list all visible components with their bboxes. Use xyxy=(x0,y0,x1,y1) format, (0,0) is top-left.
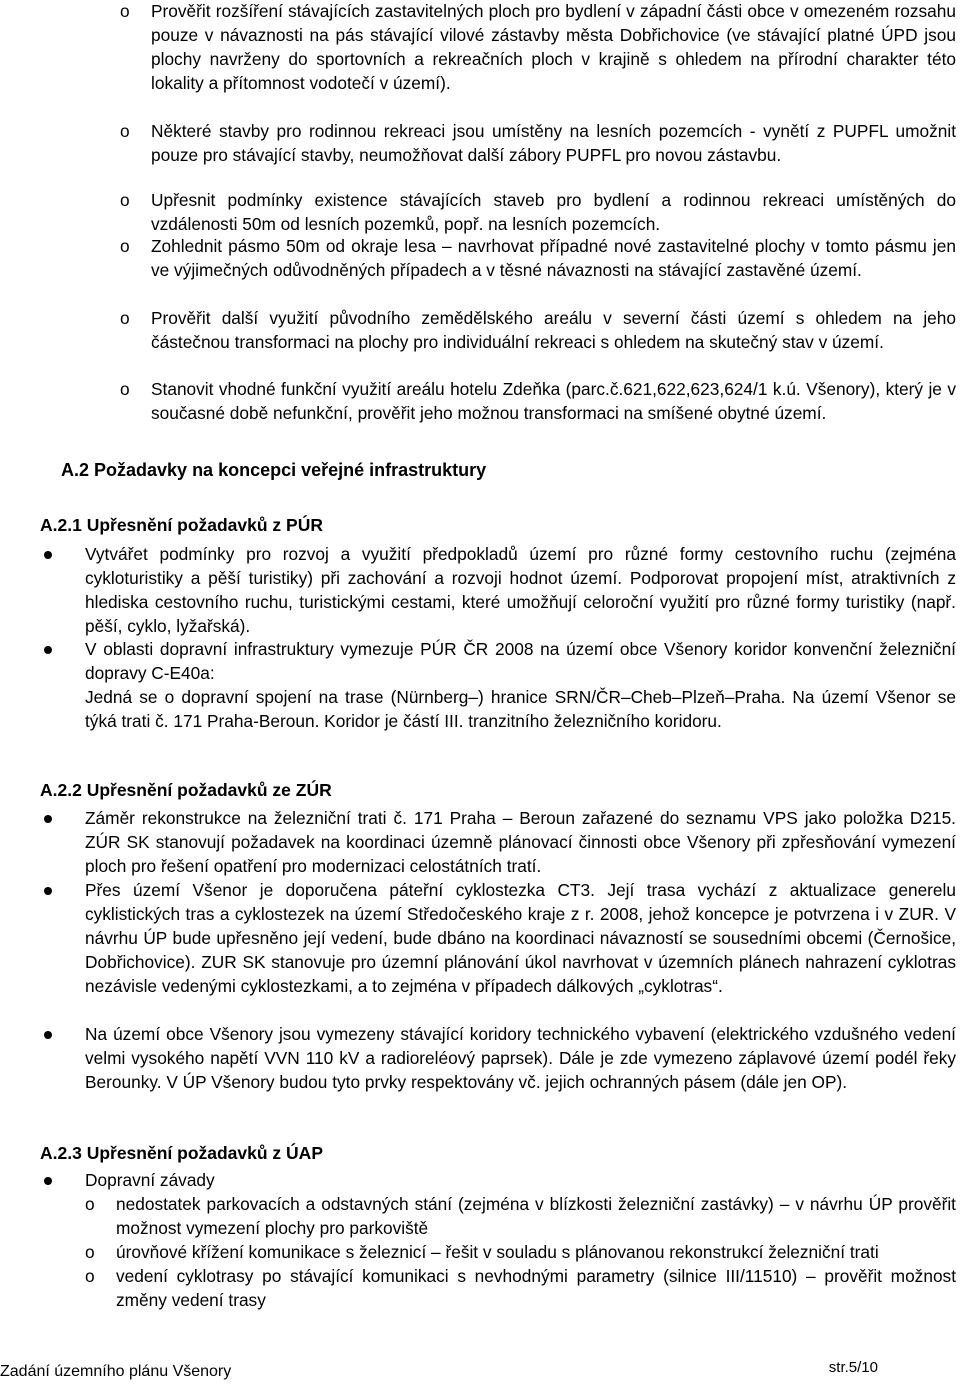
footer-title: Zadání územního plánu Všenory xyxy=(0,1363,232,1380)
page-number: str.5/10 xyxy=(828,1359,878,1376)
list-item xyxy=(40,1022,956,1094)
bullet-dot-icon xyxy=(44,815,52,823)
list-item xyxy=(120,306,956,354)
subsection-heading-a22: A.2.2 Upřesnění požadavků ze ZÚR xyxy=(40,780,332,800)
list-item-text: Záměr rekonstrukce na železniční trati č. 171 Praha – Beroun zařazené do seznamu VPS jako položka D215. ZÚR SK stanovují požadavek na koordinaci územně plánovací činnosti obce Všenory při zpřesňování vymezení ploch pro řešení opatření pro modernizaci celostátních tratí. xyxy=(85,808,956,876)
bullet-marker: o xyxy=(120,379,130,399)
sub-list-item xyxy=(85,1192,956,1240)
sub-list-item xyxy=(85,1240,956,1264)
list-item-text: Na území obce Všenory jsou vymezeny stávající koridory technického vybavení (elektrického vzdušného vedení velmi vysokého napětí VVN 110 kV a radioreléový paprsek). Dále je zde vymezeno záplavové území podél řeky Berounky. V ÚP Všenory budou tyto prvky respektovány vč. jejich ochranných pásem (dále jen OP). xyxy=(85,1024,956,1092)
list-item xyxy=(40,1168,956,1312)
subsection-heading-a23: A.2.3 Upřesnění požadavků z ÚAP xyxy=(40,1143,323,1163)
bullet-marker: o xyxy=(120,236,130,256)
list-item-text: Přes území Všenor je doporučena páteřní cyklostezka CT3. Její trasa vychází z aktualizace generelu cyklistických tras a cyklostezek na území Středočeského kraje z r. 2008, jehož koncepce je potvrzena i v ZUR. V návrhu ÚP bude upřesněno její vedení, bude dbáno na koordinaci návazností se sousedními obcemi (Černošice, Dobřichovice). ZUR SK stanovuje pro územní plánování úkol navrhovat v územních plánech nahrazení cyklotras nezávisle vedenými cyklostezkami, a to zejména v případech dálkových „cyklotras“. xyxy=(85,880,956,996)
list-item-text: Vytvářet podmínky pro rozvoj a využití předpokladů území pro různé formy cestovního ruchu (zejména cykloturistiky a pěší turistiky) při zachování a rozvoji hodnot území. Podporovat propojení míst, atraktivních z hlediska cestovního ruchu, turistickými cestami, které umožňují celoroční využití pro různé formy turistiky (např. pěší, cyklo, lyžařská). xyxy=(85,544,956,636)
sub-list-item-text: úrovňové křížení komunikace s železnicí – řešit v souladu s plánovanou rekonstrukcí železniční trati xyxy=(116,1242,879,1262)
sub-list-item-text: nedostatek parkovacích a odstavných stání (zejména v blízkosti železniční zastávky) – v návrhu ÚP prověřit možnost vymezení plochy pro parkoviště xyxy=(116,1194,956,1238)
subsection-heading-a21: A.2.1 Upřesnění požadavků z PÚR xyxy=(40,515,323,535)
sub-list-item xyxy=(85,1264,956,1312)
paragraph-text: Jedná se o dopravní spojení na trase (Nürnberg–) hranice SRN/ČR–Cheb–Plzeň–Praha. Na území Všenor se týká trati č. 171 Praha-Beroun. Koridor je částí III. tranzitního železničního koridoru. xyxy=(85,687,956,731)
bullet-marker: o xyxy=(120,308,130,328)
bullet-marker: o xyxy=(85,1194,95,1214)
list-item-text: Prověřit rozšíření stávajících zastavitelných ploch pro bydlení v západní části obce v omezeném rozsahu pouze v návaznosti na pás stávající vilové zástavby města Dobřichovice (ve stávající platné ÚPD jsou plochy navrženy do sportovních a rekreačních ploch v krajině s ohledem na přírodní charakter této lokality a přítomnost vodotečí v území). xyxy=(151,1,956,93)
list-item xyxy=(120,377,956,425)
list-item xyxy=(40,542,956,638)
bullet-dot-icon xyxy=(44,646,52,654)
list-item xyxy=(40,878,956,998)
paragraph xyxy=(40,685,956,733)
bullet-dot-icon xyxy=(44,551,52,559)
bullet-marker: o xyxy=(85,1266,95,1286)
bullet-marker: o xyxy=(120,190,130,210)
list-item-text: Zohlednit pásmo 50m od okraje lesa – navrhovat případné nové zastavitelné plochy v tomto pásmu jen ve výjimečných odůvodněných případech a v těsné návaznosti na stávající zastavěné území. xyxy=(151,236,956,280)
list-item-text: Upřesnit podmínky existence stávajících staveb pro bydlení a rodinnou rekreaci umístěných do vzdálenosti 50m od lesních pozemků, popř. na lesních pozemcích. xyxy=(151,190,956,234)
sub-list-item-text: vedení cyklotrasy po stávající komunikaci s nevhodnými parametry (silnice III/11510) – prověřit možnost změny vedení trasy xyxy=(116,1266,956,1310)
list-item-text: Prověřit další využití původního zemědělského areálu v severní části území s ohledem na jeho částečnou transformaci na plochy pro individuální rekreaci s ohledem na skutečný stav v území. xyxy=(151,308,956,352)
list-item xyxy=(120,0,956,95)
list-item-text: Dopravní závady xyxy=(85,1170,215,1190)
list-item-text: V oblasti dopravní infrastruktury vymezuje PÚR ČR 2008 na území obce Všenory koridor konvenční železniční dopravy C-E40a: xyxy=(85,639,956,683)
list-item xyxy=(40,806,956,878)
list-item xyxy=(40,637,956,685)
bullet-dot-icon xyxy=(44,1177,52,1185)
bullet-dot-icon xyxy=(44,1031,52,1039)
list-item xyxy=(120,188,956,236)
bullet-marker: o xyxy=(85,1242,95,1262)
list-item-text: Stanovit vhodné funkční využití areálu hotelu Zdeňka (parc.č.621,622,623,624/1 k.ú. Všenory), který je v současné době nefunkční, prověřit jeho možnou transformaci na smíšené obytné území. xyxy=(151,379,956,423)
section-heading-a2: A.2 Požadavky na koncepci veřejné infrastruktury xyxy=(61,460,487,480)
list-item-text: Některé stavby pro rodinnou rekreaci jsou umístěny na lesních pozemcích - vynětí z PUPFL umožnit pouze pro stávající stavby, neumožňovat další zábory PUPFL pro novou zástavbu. xyxy=(151,121,956,165)
list-item xyxy=(120,119,956,167)
bullet-dot-icon xyxy=(44,887,52,895)
bullet-marker: o xyxy=(120,1,130,21)
list-item xyxy=(120,234,956,282)
bullet-marker: o xyxy=(120,121,130,141)
